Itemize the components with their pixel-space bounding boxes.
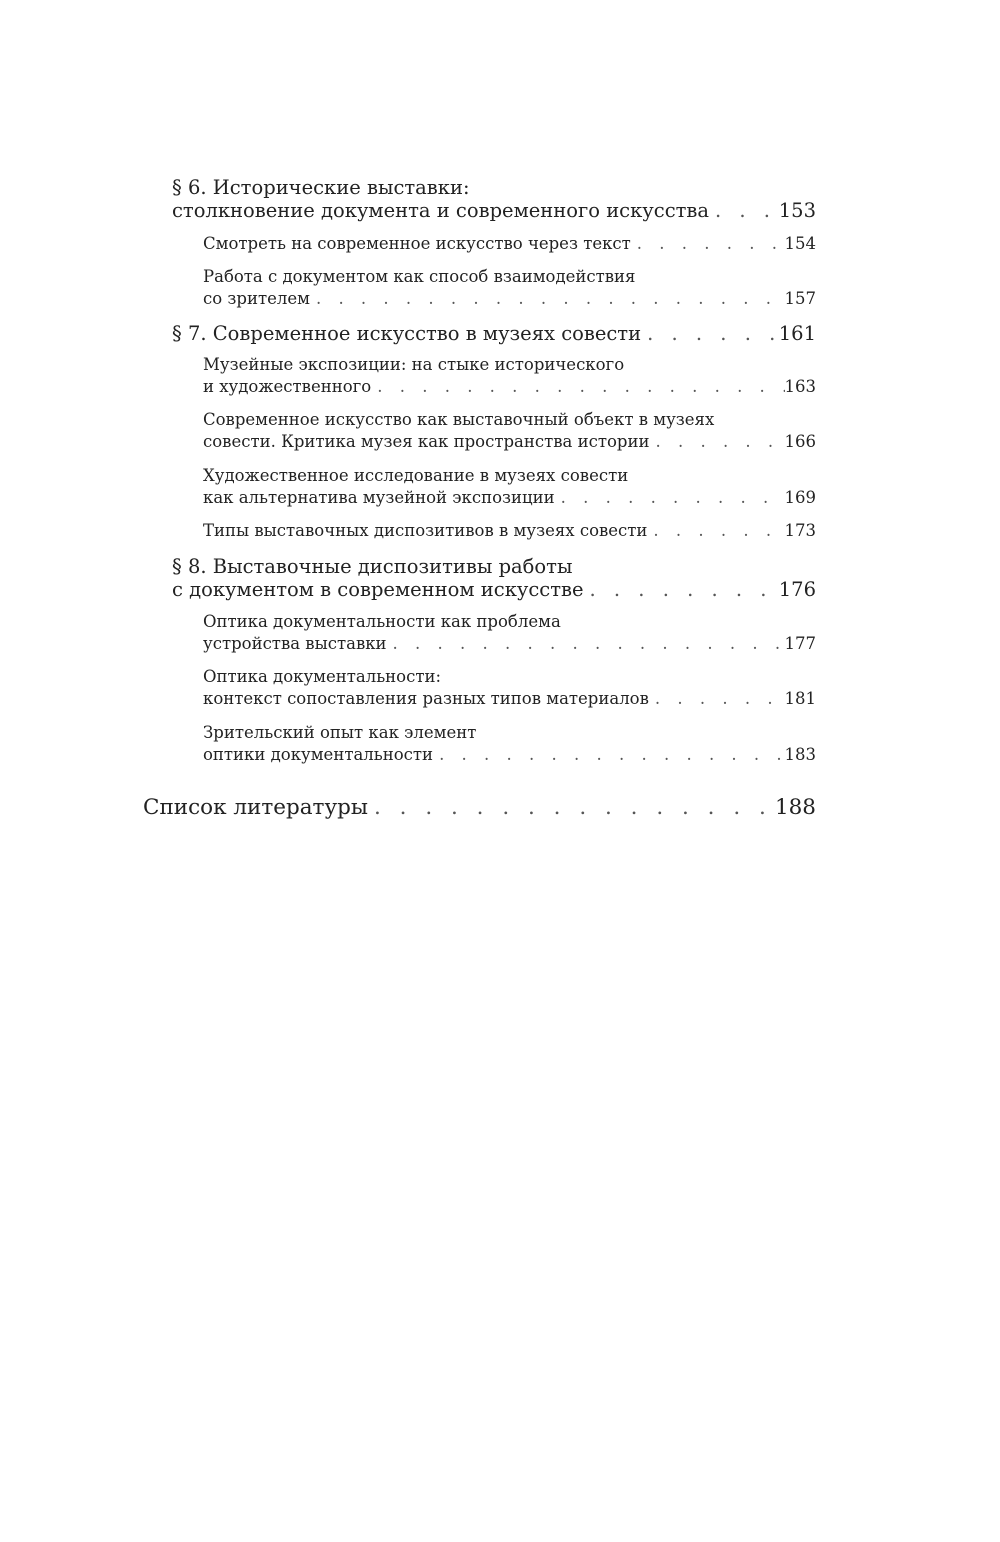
dot-leader <box>555 487 785 509</box>
dot-leader <box>368 795 775 821</box>
toc-page-number: 153 <box>778 199 816 222</box>
toc-entry-section-8-2 <box>203 666 816 710</box>
toc-entry-title: Музейные экспозиции: на стыке исторического <box>203 355 625 374</box>
toc-page-number: 166 <box>784 432 816 451</box>
toc-entry-title: Современное искусство как выставочный объект в музеях <box>203 410 715 429</box>
toc-entry-title: как альтернатива музейной экспозиции <box>203 488 555 507</box>
toc-entry-title: Художественное исследование в музеях совести <box>203 466 629 485</box>
toc-page-number: 173 <box>784 521 816 540</box>
toc-page-number: 163 <box>784 377 816 396</box>
toc-entry-title: совести. Критика музея как пространства истории <box>203 432 650 451</box>
toc-page-number: 157 <box>784 289 816 308</box>
toc-entry-section-7-4 <box>203 520 816 542</box>
toc-page-number: 183 <box>784 745 816 764</box>
toc-entry-section-7-1 <box>203 354 816 398</box>
toc-page-number: 176 <box>778 578 816 601</box>
dot-leader <box>649 431 784 453</box>
dot-leader <box>371 376 784 398</box>
toc-entry-title: § 6. Исторические выставки: <box>172 176 470 199</box>
toc-entry-title: Типы выставочных диспозитивов в музеях совести <box>203 521 648 540</box>
dot-leader <box>584 578 779 601</box>
toc-entry-title: Оптика документальности: <box>203 667 442 686</box>
toc-entry-section-8-3 <box>203 722 816 766</box>
toc-page-number: 181 <box>784 689 816 708</box>
toc-entry-section-6 <box>172 176 816 222</box>
dot-leader <box>387 633 785 655</box>
toc-entry-title: с документом в современном искусстве <box>172 578 584 601</box>
toc-entry-title: § 8. Выставочные диспозитивы работы <box>172 555 573 578</box>
toc-entry-title: столкновение документа и современного искусства <box>172 199 710 222</box>
toc-page-number: 154 <box>784 234 816 253</box>
toc-entry-bibliography <box>143 795 816 821</box>
dot-leader <box>433 744 784 766</box>
toc-page-number: 169 <box>784 488 816 507</box>
toc-page-number: 177 <box>784 634 816 653</box>
toc-entry-section-7-2 <box>203 409 816 453</box>
toc-entry-title: Смотреть на современное искусство через текст <box>203 234 631 253</box>
toc-entry-title: § 7. Современное искусство в музеях совести <box>172 322 642 345</box>
toc-entry-section-7 <box>172 322 816 345</box>
toc-page-number: 188 <box>774 795 816 820</box>
toc-entry-section-6-1 <box>203 233 816 255</box>
toc-entry-title: Работа с документом как способ взаимодействия <box>203 267 636 286</box>
dot-leader <box>631 233 785 255</box>
toc-entry-section-6-2 <box>203 266 816 310</box>
dot-leader <box>649 688 785 710</box>
toc-entry-title: Зрительский опыт как элемент <box>203 723 477 742</box>
toc-page-number: 161 <box>778 322 816 345</box>
toc-entry-section-8-1 <box>203 611 816 655</box>
toc-entry-title: оптики документальности <box>203 745 434 764</box>
toc-entry-title: Список литературы <box>143 795 368 820</box>
toc-entry-section-8 <box>172 555 816 601</box>
toc-entry-title: Оптика документальности как проблема <box>203 612 561 631</box>
toc-entry-title: устройства выставки <box>203 634 387 653</box>
toc-entry-title: контекст сопоставления разных типов материалов <box>203 689 649 708</box>
dot-leader <box>641 322 779 345</box>
toc-entry-title: со зрителем <box>203 289 310 308</box>
dot-leader <box>310 288 785 310</box>
toc-entry-title: и художественного <box>203 377 372 396</box>
dot-leader <box>647 520 784 542</box>
toc-entry-section-7-3 <box>203 465 816 509</box>
dot-leader <box>709 199 779 222</box>
